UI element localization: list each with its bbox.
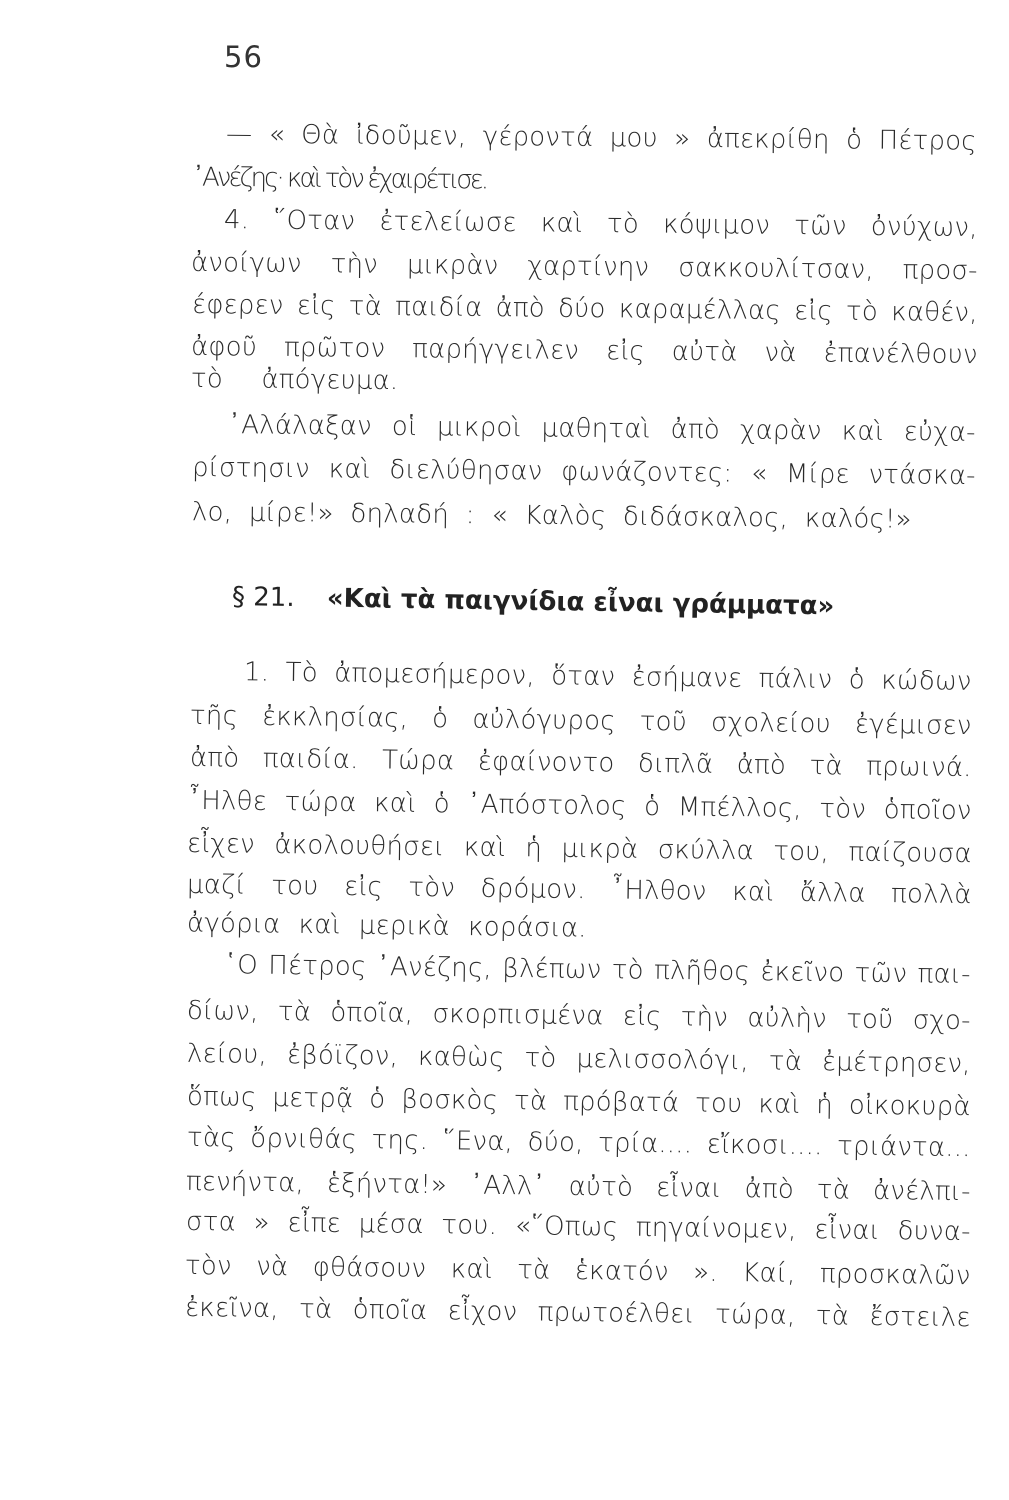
text-line: ὅπως μετρᾷ ὁ βοσκὸς τὰ πρόβατά του καὶ ἡ οἰκοκυρὰ bbox=[186, 1081, 971, 1123]
text-line: 1. Τὸ ἀπομεσήμερον, ὅταν ἐσήμανε πάλιν ὁ κώδων bbox=[243, 657, 972, 697]
text-line: τὸν νὰ φθάσουν καὶ τὰ ἑκατόν ». Καί, προσκαλῶν bbox=[184, 1250, 971, 1292]
text-line: ἐκεῖνα, τὰ ὁποῖα εἶχον πρωτοέλθει τώρα, τὰ ἔστειλε bbox=[184, 1292, 971, 1334]
text-line: ῏Ηλθε τώρα καὶ ὁ ᾿Απόστολος ὁ Μπέλλος, τὸν ὁποῖον bbox=[187, 785, 972, 827]
text-line: ρίστησιν καὶ διελύθησαν φωνάζοντες: « Μίρε ντάσκα- bbox=[191, 452, 976, 492]
text-line: ἀγόρια καὶ μερικὰ κοράσια. bbox=[186, 908, 587, 944]
text-line: μαζί του εἰς τὸν δρόμον. ῏Ηλθον καὶ ἄλλα πολλὰ bbox=[186, 869, 972, 911]
text-line: — « Θὰ ἰδοῦμεν, γέροντά μου » ἀπεκρίθη ὁ Πέτρος bbox=[225, 119, 977, 157]
text-line: στα » εἶπε μέσα του. «῞Οπως πηγαίνομεν, εἶναι δυνα- bbox=[185, 1206, 971, 1248]
page-number: 56 bbox=[224, 40, 263, 74]
text-line: τὸ ἀπόγευμα. bbox=[190, 363, 399, 397]
text-line: ῾Ο Πέτρος ᾿Ανέζης, βλέπων τὸ πλῆθος ἐκεῖνο τῶν παι- bbox=[223, 950, 971, 990]
text-line: 4. ῞Οταν ἐτελείωσε καὶ τὸ κόψιμον τῶν ὀνύχων, bbox=[223, 205, 978, 243]
section-number: § 21. bbox=[231, 582, 295, 613]
text-line: λο, μίρε!» δηλαδή : « Καλὸς διδάσκαλος, καλός!» bbox=[191, 497, 912, 535]
text-line: λείου, ἐβόϊζον, καθὼς τὸ μελισσολόγι, τὰ ἐμέτρησεν, bbox=[186, 1038, 971, 1080]
text-line: τῆς ἐκκλησίας, ὁ αὐλόγυρος τοῦ σχολείου ἐγέμισεν bbox=[189, 700, 972, 742]
section-heading bbox=[232, 582, 835, 621]
text-line: ἀφοῦ πρῶτον παρήγγειλεν εἰς αὐτὰ νὰ ἐπανέλθουν bbox=[190, 331, 978, 371]
text-line: ἀνοίγων τὴν μικρὰν χαρτίνην σακκουλίτσαν, προσ- bbox=[190, 247, 978, 287]
text-line: έφερεν εἰς τὰ παιδία ἀπὸ δύο καραμέλλας εἰς τὸ καθέν, bbox=[191, 289, 978, 329]
text-line: ᾿Αλάλαξαν οἱ μικροὶ μαθηταὶ ἀπὸ χαρὰν καὶ εὐχα- bbox=[227, 410, 976, 448]
text-line: ἀπὸ παιδία. Τώρα ἐφαίνοντο διπλᾶ ἀπὸ τὰ πρωινά. bbox=[189, 742, 972, 784]
section-title: «Καὶ τὰ παιγνίδια εἶναι γράμματα» bbox=[326, 583, 835, 622]
text-line: ᾿Ανέζης· καὶ τὸν ἐχαιρέτισε. bbox=[191, 162, 487, 196]
text-line: πενήντα, ἑξήντα!» ᾿Αλλ᾿ αὐτὸ εἶναι ἀπὸ τὰ ἀνέλπι- bbox=[185, 1166, 971, 1208]
text-line: δίων, τὰ ὁποῖα, σκορπισμένα εἰς τὴν αὐλὴν τοῦ σχο- bbox=[186, 995, 971, 1037]
text-line: τὰς ὄρνιθάς της. ῞Ενα, δύο, τρία.... εἴκοσι.... τριάντα... bbox=[186, 1122, 971, 1164]
text-line: εἶχεν ἀκολουθήσει καὶ ἡ μικρὰ σκύλλα του, παίζουσα bbox=[186, 828, 972, 870]
